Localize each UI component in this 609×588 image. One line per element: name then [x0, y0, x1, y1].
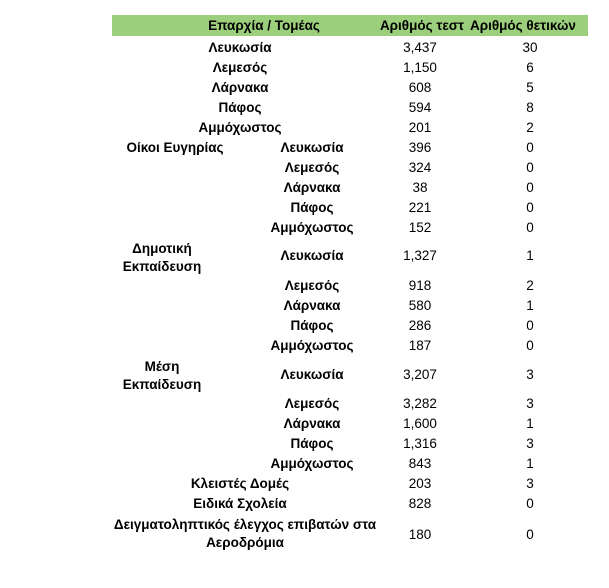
- row-district: Λευκωσία: [280, 248, 344, 263]
- row-tests: 1,316: [403, 436, 437, 451]
- table-row: [0, 515, 609, 555]
- table-row: [0, 198, 609, 218]
- row-tests: 3,437: [403, 40, 437, 55]
- row-positives: 2: [526, 278, 534, 293]
- table-row: [0, 58, 609, 78]
- row-tests: 828: [408, 496, 432, 511]
- row-tests: 203: [408, 476, 432, 491]
- row-positives: 8: [526, 100, 534, 115]
- row-positives: 1: [526, 248, 534, 263]
- row-tests: 324: [408, 160, 432, 175]
- row-positives: 0: [526, 140, 534, 155]
- row-positives: 1: [526, 416, 534, 431]
- table-row: [0, 178, 609, 198]
- table-row: [0, 494, 609, 514]
- row-district: Λάρνακα: [283, 180, 341, 195]
- row-tests: 1,327: [403, 248, 437, 263]
- row-label: Λεμεσός: [212, 60, 268, 75]
- row-positives: 0: [526, 220, 534, 235]
- row-district: Λεμεσός: [284, 396, 340, 411]
- row-district: Λάρνακα: [283, 298, 341, 313]
- row-label: Ειδικά Σχολεία: [193, 496, 287, 511]
- row-tests: 580: [408, 298, 432, 313]
- row-tests: 396: [408, 140, 432, 155]
- row-positives: 0: [526, 338, 534, 353]
- row-tests: 608: [408, 80, 432, 95]
- header-positives: Αριθμός θετικών: [470, 18, 576, 33]
- row-tests: 3,282: [403, 396, 437, 411]
- row-tests: 1,600: [403, 416, 437, 431]
- row-tests: 594: [408, 100, 432, 115]
- row-district: Αμμόχωστος: [270, 338, 354, 353]
- row-tests: 187: [408, 338, 432, 353]
- row-positives: 3: [526, 476, 534, 491]
- row-positives: 0: [526, 160, 534, 175]
- row-tests: 38: [412, 180, 428, 195]
- table-row: [0, 218, 609, 238]
- row-label: Αμμόχωστος: [198, 120, 282, 135]
- table-row: [0, 434, 609, 454]
- row-tests: 3,207: [403, 367, 437, 382]
- row-tests: 918: [408, 278, 432, 293]
- row-positives: 1: [526, 298, 534, 313]
- row-district: Αμμόχωστος: [270, 220, 354, 235]
- table-row: [0, 98, 609, 118]
- row-positives: 30: [522, 40, 538, 55]
- table-row: [0, 246, 609, 266]
- table-row: [0, 394, 609, 414]
- table-row: [0, 38, 609, 58]
- table-row: [0, 454, 609, 474]
- row-positives: 5: [526, 80, 534, 95]
- row-tests: 201: [408, 120, 432, 135]
- table-row: [0, 276, 609, 296]
- row-label: Λάρνακα: [211, 80, 269, 95]
- table-row: [0, 316, 609, 336]
- row-tests: 286: [408, 318, 432, 333]
- table-row: [0, 118, 609, 138]
- table-row: [0, 474, 609, 494]
- header-eparchia: Επαρχία / Τομέας: [208, 18, 320, 33]
- row-district: Αμμόχωστος: [270, 456, 354, 471]
- row-label: Δειγματοληπτικός έλεγχος επιβατών στα Αεροδρόμια: [113, 517, 377, 550]
- row-label: Πάφος: [218, 100, 262, 115]
- row-tests: 843: [408, 456, 432, 471]
- table-row: [0, 296, 609, 316]
- row-label: Κλειστές Δομές: [190, 476, 290, 491]
- row-district: Λεμεσός: [284, 278, 340, 293]
- table-row: [0, 336, 609, 356]
- row-district: Πάφος: [290, 436, 334, 451]
- table-row: [0, 158, 609, 178]
- row-tests: 152: [408, 220, 432, 235]
- row-district: Λάρνακα: [283, 416, 341, 431]
- row-district: Λευκωσία: [280, 140, 344, 155]
- row-tests: 180: [408, 527, 432, 542]
- table-header: [112, 15, 588, 36]
- row-district: Λεμεσός: [284, 160, 340, 175]
- row-positives: 0: [526, 200, 534, 215]
- row-tests: 221: [408, 200, 432, 215]
- group-label-secondary: Μέση Εκπαίδευση: [122, 359, 202, 392]
- table-row: [0, 365, 609, 385]
- table-row: [0, 414, 609, 434]
- row-district: Λευκωσία: [280, 367, 344, 382]
- row-positives: 0: [526, 318, 534, 333]
- row-positives: 2: [526, 120, 534, 135]
- row-positives: 0: [526, 496, 534, 511]
- row-label: Λευκωσία: [208, 40, 272, 55]
- table-row: [0, 138, 609, 158]
- group-label-care-homes: Οίκοι Ευγηρίας: [126, 140, 224, 155]
- row-positives: 0: [526, 527, 534, 542]
- row-positives: 3: [526, 436, 534, 451]
- row-positives: 0: [526, 180, 534, 195]
- row-positives: 1: [526, 456, 534, 471]
- row-positives: 3: [526, 367, 534, 382]
- header-tests: Αριθμός τεστ: [379, 18, 465, 33]
- row-tests: 1,150: [403, 60, 437, 75]
- row-district: Πάφος: [290, 318, 334, 333]
- row-positives: 6: [526, 60, 534, 75]
- row-positives: 3: [526, 396, 534, 411]
- table-row: [0, 78, 609, 98]
- row-district: Πάφος: [290, 200, 334, 215]
- group-label-primary: Δημοτική Εκπαίδευση: [122, 241, 202, 274]
